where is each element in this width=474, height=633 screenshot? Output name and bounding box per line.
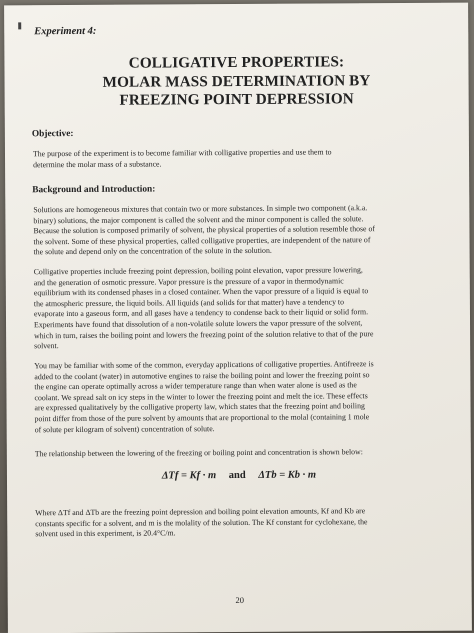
text-line: constants specific for a solvent, and m is the molality of the solution. The Kf constant for cyclohexane, the: [35, 516, 368, 528]
page-number: 20: [235, 594, 245, 606]
boiling-point-equation: ΔTb = Kb · m: [258, 469, 317, 481]
title-line-1: COLLIGATIVE PROPERTIES:: [128, 53, 345, 72]
title-line-3: FREEZING POINT DEPRESSION: [119, 90, 354, 109]
experiment-label: Experiment 4:: [34, 25, 97, 38]
text-line: Solutions are homogeneous mixtures that contain two or more substances. In simple two component (a.k.a.: [33, 203, 368, 215]
text-line: the solvent. Some of these physical properties, called colligative properties, are independent of the nature of: [33, 234, 371, 247]
text-line: Because the solution is composed primarily of solvent, the physical properties of a solution resemble those of: [33, 224, 375, 236]
text-line: Colligative properties include freezing point depression, boiling point elevation, vapor pressure lowering,: [33, 265, 363, 277]
text-line: Experiments have found that dissolution of a non-volatile solute lowers the vapor pressure of the solvent,: [34, 318, 363, 330]
text-line: You may be familiar with some of the common, everyday applications of colligative properties. Antifreeze is: [34, 359, 374, 371]
objective-paragraph: [33, 147, 453, 171]
text-line: the atmospheric pressure, the liquid boils. All liquids (and solids for that matter) have a tendency to: [33, 297, 345, 309]
text-line: the engine can operate optimally across a wider temperature range than when water alone is used as the: [34, 380, 357, 392]
document-page: [4, 3, 472, 633]
background-heading: Background and Introduction:: [32, 184, 156, 196]
text-line: added to the coolant (water) in automotive engines to raise the boiling point and lower the freezing point so: [34, 369, 370, 381]
text-line: the solute and depend only on the concentration of the solute in the solution.: [33, 246, 272, 257]
objective-heading: Objective:: [31, 129, 74, 140]
text-line: and the generation of osmotic pressure. Vapor pressure is the pressure of a vapor in thermodynamic: [33, 275, 344, 287]
text-line: binary) solutions, the major component is called the solvent and the minor component is called the solute.: [33, 213, 364, 225]
margin-mark: [18, 22, 21, 29]
title-line-2: MOLAR MASS DETERMINATION BY: [102, 71, 371, 91]
text-line: Where ΔTf and ΔTb are the freezing point depression and boiling point elevation amounts, Kf and Kb are: [35, 506, 366, 518]
equation-separator: and: [228, 469, 246, 482]
equation: [7, 469, 471, 483]
text-line: The purpose of the experiment is to become familiar with colligative properties and use them to: [32, 147, 332, 159]
text-line: of solute per kilogram of solvent) concentration of solute.: [34, 423, 215, 434]
text-line: solvent used in this experiment, is 20.4°C/m.: [35, 528, 176, 539]
freezing-point-equation: ΔTf = Kf · m: [161, 470, 217, 482]
background-paragraph-5: [35, 506, 455, 540]
text-line: solvent.: [34, 341, 59, 351]
background-paragraph-3: [34, 359, 454, 436]
text-line: equilibrium with its condensed phases in a closed container. When the vapor pressure of a liquid is equal to: [33, 286, 369, 298]
text-line: point differ from those of the pure solvent by amounts that are proportional to the molal (containing 1 mole: [34, 412, 370, 424]
text-line: The relationship between the lowering of the freezing or boiling point and concentration is shown below:: [34, 447, 363, 459]
background-paragraph-1: [33, 203, 453, 259]
text-line: determine the molar mass of a substance.: [33, 159, 162, 169]
text-line: coolant. We spread salt on icy steps in the winter to lower the freezing point and melt the ice. These effects: [34, 390, 368, 403]
text-line: evaporate into a gaseous form, and all gases have a tendency to condense back to their liquid or solid form.: [33, 307, 369, 319]
text-line: are expressed qualitatively by the colligative property law, which states that the freezing point and boiling: [34, 401, 365, 413]
background-paragraph-4: [35, 447, 455, 460]
page-title: [4, 53, 468, 112]
text-line: which in turn, raises the boiling point and lowers the freezing point of the solution relative to that of the pure: [34, 328, 374, 340]
background-paragraph-2: [34, 265, 455, 352]
